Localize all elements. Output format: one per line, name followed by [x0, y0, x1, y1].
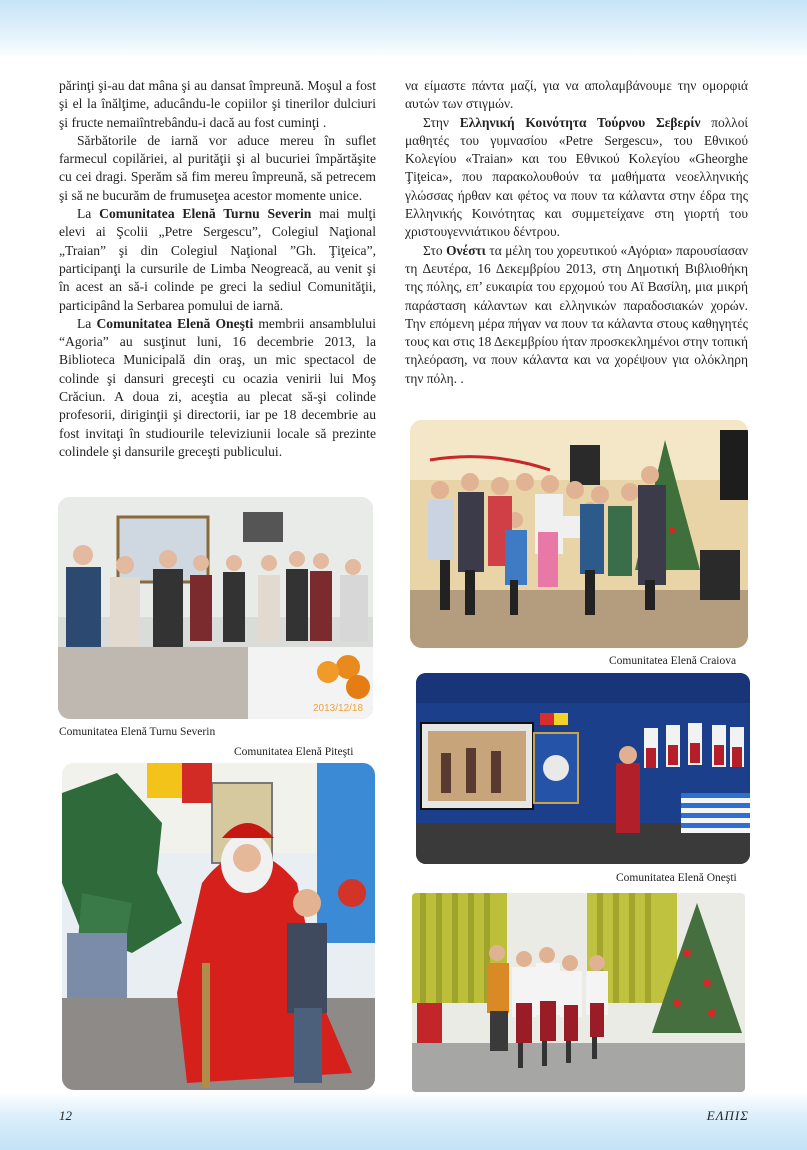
community-name: Comunitatea Elenă Turnu Severin: [99, 206, 312, 222]
right-column-text: [405, 77, 748, 388]
page-number: 12: [59, 1108, 72, 1123]
photo-onesti: [416, 673, 750, 864]
magazine-title: ΕΛΠΙΣ: [706, 1108, 749, 1123]
paragraph: Στο Ονέστι τα μέλη του χορευτικού «Αγόρια» παρουσίασαν τη Δευτέρα, 16 Δεκεμβρίου 2013, στη Δημοτική Βιβλιοθήκη της πόλης, επ’ ευκαιρία του ερχομού του Αϊ Βασίλη, μια μικρή παράσταση κάλαντων και ελληνικών παραδοσιακών χορών. Την επόμενη μέρα πήγαν να πουν τα κάλαντα στους καθηγητές τους και στις 18 Δεκεμβρίου ήταν προσκεκλημένοι στην τοπική τηλεόραση, να πουν κάλαντα και να χορέψουν για ολόκληρη την πόλη. .: [405, 242, 748, 386]
header-band: [0, 0, 807, 58]
caption-pitesti: Comunitatea Elenă Piteşti: [234, 746, 354, 758]
photo-onesti-dancers: [412, 893, 745, 1092]
left-column-text: [59, 77, 376, 461]
footer-band: [0, 1092, 807, 1150]
paragraph: La Comunitatea Elenă Turnu Severin mai mulţi elevi ai Şcolii „Petre Sergescu”, Colegiul Naţional „Traian” şi din Colegiul Naţional ”Gh. Ţiţeica”, participanţi la cursurile de Limba Neogreacă, au venit şi în acest an să-i colinde pe greci la sediul Comunităţii, participând la Serbarea pomului de iarnă.: [59, 206, 376, 313]
paragraph: Στην Ελληνική Κοινότητα Τούρνου Σεβερίν πολλοί μαθητές του γυμνασίου «Petre Sergescu», του Εθνικού Κολεγίου «Traian» και του Εθνικού Κολεγίου «Gheorghe Ţiţeica», που παρακολουθούν τα μαθήματα νεοελληνικής γλώσσας ήρθαν και φέτος να πουν τα κάλαντα στην έδρα της Ελληνικής Κοινότητας και συμμετείχανε στη γιορτή του χριστουγεννιάτικου δέντρου.: [405, 114, 749, 240]
caption-onesti: Comunitatea Elenă Oneşti: [616, 872, 737, 884]
photo-turnu-severin: [58, 497, 373, 719]
paragraph: părinţi şi-au dat mâna şi au dansat împreună. Moşul a fost şi el la înălţime, aducându-le copiilor şi tinerilor dulciuri şi fructe nemaiîntrebându-i dacă au fost cuminţi .: [59, 78, 376, 130]
paragraph: Sărbătorile de iarnă vor aduce mereu în suflet farmecul copilăriei, al purităţii şi al bucuriei împărtăşite cu cei dragi. Sperăm să fim mereu împreună, să petrecem şi să ne bucurăm de frumuseţea acestor momente unice.: [59, 132, 376, 203]
paragraph: να είμαστε πάντα μαζί, για να απολαμβάνουμε την ομορφιά αυτών των στιγμών.: [405, 78, 748, 112]
photo-date-stamp: 2013/12/18: [313, 703, 364, 714]
community-name: Ονέστι: [446, 242, 486, 258]
photo-craiova: [410, 420, 748, 648]
community-name: Ελληνική Κοινότητα Τούρνου Σεβερίν: [459, 114, 701, 130]
caption-craiova: Comunitatea Elenă Craiova: [609, 655, 737, 667]
photo-pitesti: [62, 763, 375, 1090]
community-name: Comunitatea Elenă Oneşti: [96, 315, 254, 331]
caption-turnu-severin: Comunitatea Elenă Turnu Severin: [59, 726, 216, 738]
paragraph: La Comunitatea Elenă Oneşti membrii ansamblului “Agoria” au susţinut luni, 16 decembrie 2013, la Biblioteca Municipală din oraş, un mic spectacol de colinde şi dansuri greceşti cu ocazia venirii lui Moş Crăciun. A doua zi, aceştia au plecat să-şi colinde profesorii, diriginţii şi directorii, iar pe 18 decembrie au fost invitaţi în studiourile televiziunii locale să prezinte colindele şi dansurile greceşti publicului.: [59, 315, 376, 459]
